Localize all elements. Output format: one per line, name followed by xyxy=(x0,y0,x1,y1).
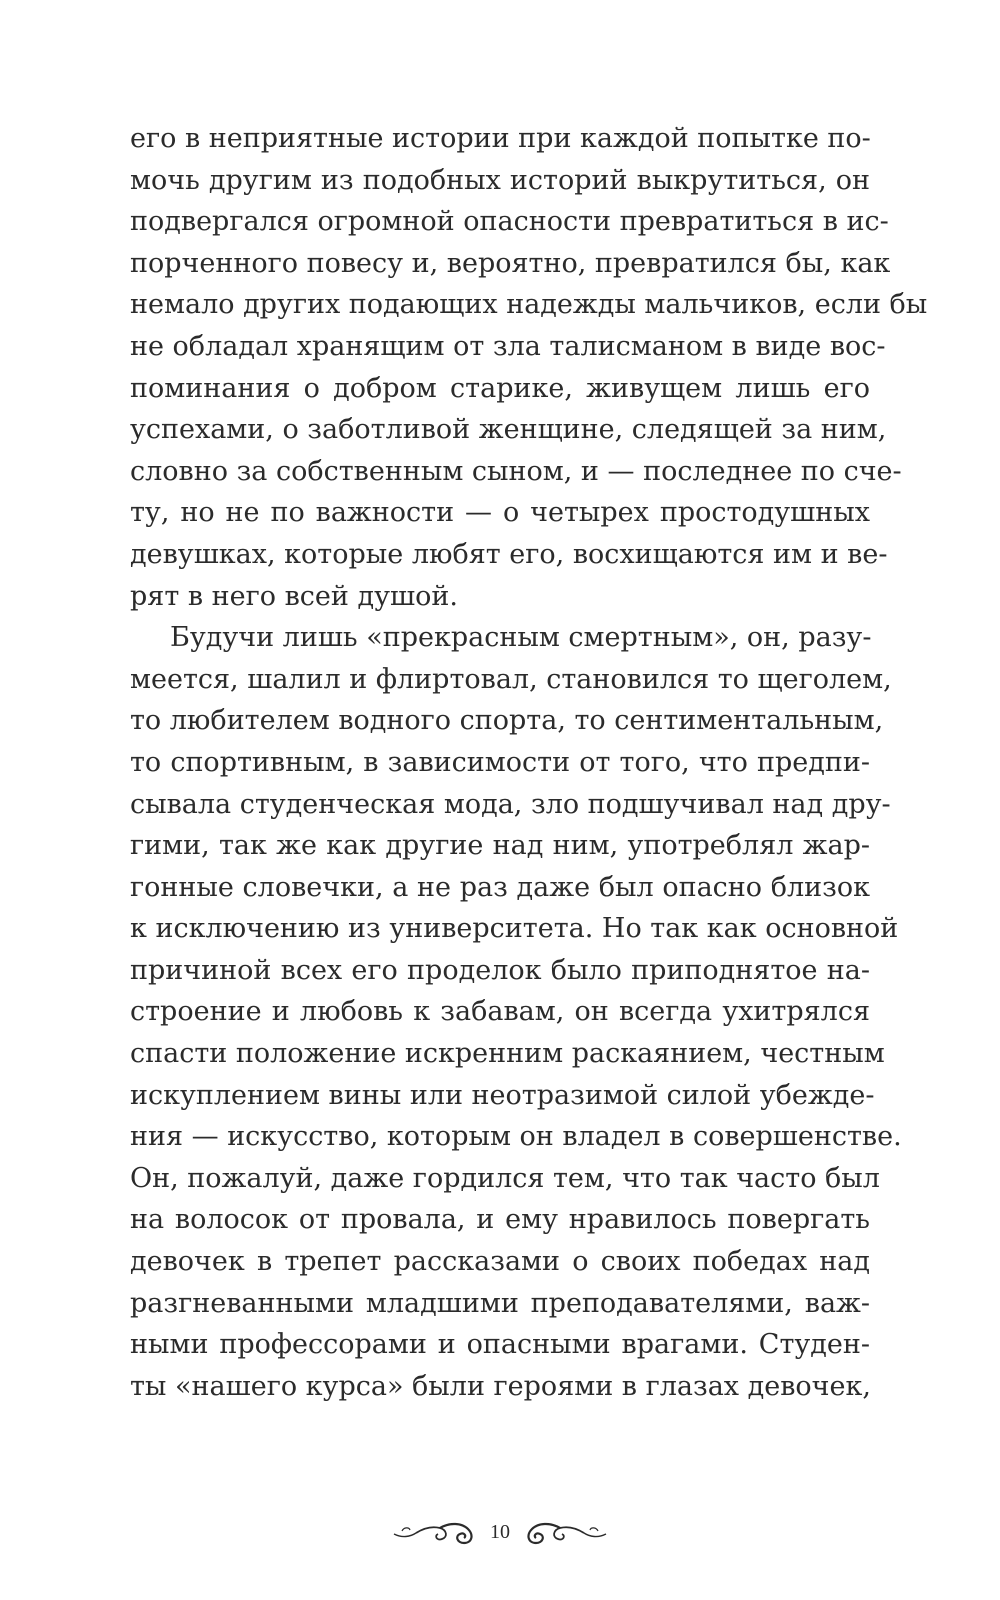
left-flourish-icon xyxy=(392,1517,478,1547)
right-flourish-icon xyxy=(522,1517,608,1547)
text-line: спасти положение искренним раскаянием, честным xyxy=(130,1038,885,1070)
text-line: то любителем водного спорта, то сентиментальным, xyxy=(130,705,884,737)
text-line: мочь другим из подобных историй выкрутиться, он xyxy=(130,164,870,196)
text-line: то спортивным, в зависимости от того, что предпи- xyxy=(130,746,870,778)
text-line: подвергался огромной опасности превратиться в ис- xyxy=(130,206,889,238)
text-line: причиной всех его проделок было приподнятое на- xyxy=(130,954,870,986)
text-line: ния — искусство, которым он владел в совершенстве. xyxy=(130,1121,902,1153)
text-line: ту, но не по важности — о четырех простодушных xyxy=(130,497,870,529)
text-line: искуплением вины или неотразимой силой убежде- xyxy=(130,1079,875,1111)
text-line: на волосок от провала, и ему нравилось повергать xyxy=(130,1204,870,1236)
text-line: Он, пожалуй, даже гордился тем, что так часто был xyxy=(130,1162,880,1194)
text-line: девушках, которые любят его, восхищаются им и ве- xyxy=(130,538,888,570)
text-line: ными профессорами и опасными врагами. Студен- xyxy=(130,1329,870,1361)
text-line: сывала студенческая мода, зло подшучивал над дру- xyxy=(130,788,891,820)
text-line: меется, шалил и флиртовал, становился то щеголем, xyxy=(130,663,892,695)
page-footer xyxy=(0,1512,1000,1552)
page-number: 10 xyxy=(490,1521,510,1543)
text-line: словно за собственным сыном, и — последнее по сче- xyxy=(130,455,902,487)
text-line: порченного повесу и, вероятно, превратился бы, как xyxy=(130,247,891,279)
text-line: немало других подающих надежды мальчиков, если бы xyxy=(130,289,928,321)
text-line: ты «нашего курса» были героями в глазах девочек, xyxy=(130,1370,871,1402)
text-line: гими, так же как другие над ним, употреблял жар- xyxy=(130,830,870,862)
paragraph-start-line: Будучи лишь «прекрасным смертным», он, разу- xyxy=(170,622,872,654)
text-line: разгневанными младшими преподавателями, важ- xyxy=(130,1287,870,1319)
text-line: успехами, о заботливой женщине, следящей за ним, xyxy=(130,414,887,446)
text-line: поминания о добром старике, живущем лишь его xyxy=(130,372,870,404)
text-line: строение и любовь к забавам, он всегда ухитрялся xyxy=(130,996,870,1028)
text-line: к исключению из университета. Но так как основной xyxy=(130,913,899,945)
paragraph-end-line: рят в него всей душой. xyxy=(130,580,458,612)
text-line: не обладал хранящим от зла талисманом в виде вос- xyxy=(130,330,886,362)
text-line: гонные словечки, а не раз даже был опасно близок xyxy=(130,871,870,903)
text-line: девочек в трепет рассказами о своих победах над xyxy=(130,1246,870,1278)
body-text xyxy=(130,118,928,1407)
text-line: его в неприятные истории при каждой попытке по- xyxy=(130,123,871,154)
